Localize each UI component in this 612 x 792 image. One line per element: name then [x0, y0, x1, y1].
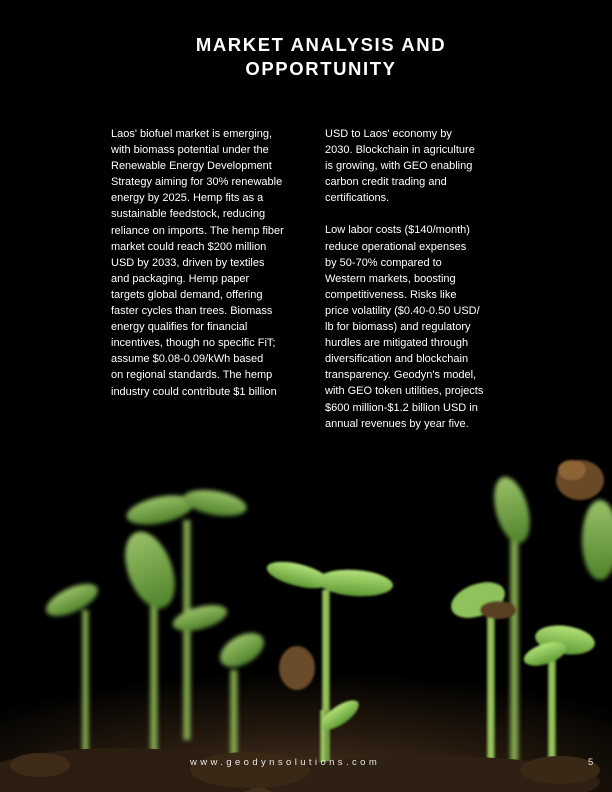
text-line: with GEO token utilities, projects [325, 385, 484, 398]
text-line: lb for biomass) and regulatory [325, 321, 471, 334]
text-line: on regional standards. The hemp [111, 369, 273, 382]
text-line: assume $0.08-0.09/kWh based [111, 353, 264, 366]
text-line: energy by 2025. Hemp fits as a [111, 192, 264, 205]
text-line: 2030. Blockchain in agriculture [325, 144, 475, 157]
text-line: Renewable Energy Development [111, 160, 272, 173]
text-line: Laos' biofuel market is emerging, [111, 128, 273, 140]
title-line-1: MARKET ANALYSIS AND [195, 34, 447, 55]
page-number: 5 [588, 757, 594, 768]
text-line: transparency. Geodyn's model, [325, 369, 477, 382]
text-line: Western markets, boosting [325, 272, 456, 285]
text-line: diversification and blockchain [325, 353, 469, 366]
text-line: annual revenues by year five. [325, 417, 469, 430]
text-line: certifications. [325, 192, 390, 205]
text-line: carbon credit trading and [325, 176, 447, 189]
text-line: competitiveness. Risks like [325, 288, 457, 301]
body-column-left [111, 126, 306, 400]
text-line: reduce operational expenses [325, 240, 467, 253]
text-line: energy qualifies for financial [111, 321, 248, 334]
body-column-right [325, 126, 505, 432]
text-line: USD by 2033, driven by textiles [111, 256, 265, 269]
text-line: Low labor costs ($140/month) [325, 224, 470, 237]
text-line: by 50-70% compared to [325, 256, 442, 269]
text-line: USD to Laos' economy by [325, 128, 452, 140]
text-line: $600 million-$1.2 billion USD in [325, 401, 478, 414]
page-title [0, 33, 612, 81]
text-line: faster cycles than trees. Biomass [111, 305, 273, 318]
text-line: is growing, with GEO enabling [325, 160, 473, 173]
footer-website: www.geodynsolutions.com [190, 757, 381, 768]
text-line: sustainable feedstock, reducing [111, 208, 266, 221]
text-line: price volatility ($0.40-0.50 USD/ [325, 304, 480, 317]
title-line-2: OPPORTUNITY [245, 58, 397, 79]
text-line: market could reach $200 million [111, 240, 267, 253]
seedlings-photo [0, 440, 612, 792]
text-line: and packaging. Hemp paper [111, 272, 250, 285]
text-line: industry could contribute $1 billion [111, 385, 277, 398]
text-line: hurdles are mitigated through [325, 337, 469, 350]
text-line: incentives, though no specific FiT; [111, 337, 276, 350]
paragraph-gap [325, 206, 505, 222]
text-line: with biomass potential under the [111, 144, 269, 157]
text-line: Strategy aiming for 30% renewable [111, 176, 283, 189]
text-line: reliance on imports. The hemp fiber [111, 224, 284, 237]
text-line: targets global demand, offering [111, 288, 263, 301]
